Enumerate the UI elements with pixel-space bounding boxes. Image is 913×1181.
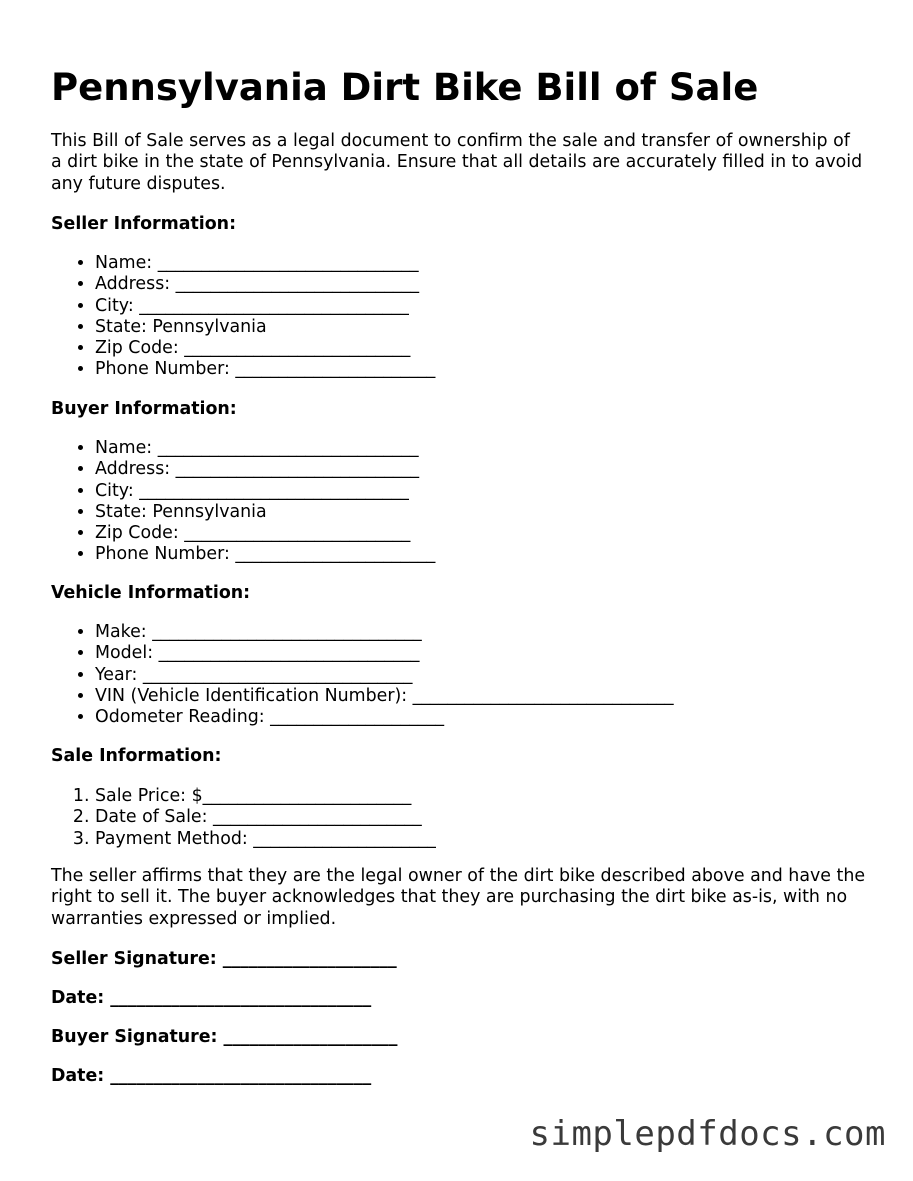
vehicle-odometer-field: • Odometer Reading: ____________________ (95, 707, 674, 728)
buyer-signature-line: Buyer Signature: ____________________ (51, 1027, 398, 1047)
buyer-zip-field: • Zip Code: __________________________ (95, 523, 435, 544)
vehicle-model-field: • Model: ______________________________ (95, 643, 674, 664)
seller-heading: Seller Information: (51, 214, 237, 234)
buyer-state-field: • State: Pennsylvania (95, 502, 435, 523)
buyer-address-field: • Address: ____________________________ (95, 459, 435, 480)
watermark-text: simplepdfdocs.com (529, 1114, 886, 1154)
buyer-fields (51, 438, 435, 566)
buyer-heading: Buyer Information: (51, 399, 237, 419)
document-title: Pennsylvania Dirt Bike Bill of Sale (51, 66, 759, 109)
buyer-date-line: Date: ______________________________ (51, 1066, 372, 1086)
seller-city-field: • City: _______________________________ (95, 296, 435, 317)
closing-paragraph: The seller affirms that they are the legal owner of the dirt bike described above and have the right to sell it. The buyer acknowledges that they are purchasing the dirt bike as-is, with no warranties expressed or implied. (51, 866, 866, 929)
buyer-phone-field: • Phone Number: _______________________ (95, 544, 435, 565)
seller-state-field: • State: Pennsylvania (95, 317, 435, 338)
vehicle-year-field: • Year: _______________________________ (95, 665, 674, 686)
payment-method-field: 3. Payment Method: _____________________ (95, 829, 436, 850)
seller-signature-line: Seller Signature: ____________________ (51, 949, 397, 969)
vehicle-heading: Vehicle Information: (51, 583, 251, 603)
seller-name-field: • Name: ______________________________ (95, 253, 435, 274)
sale-fields (51, 786, 436, 850)
sale-date-field: 2. Date of Sale: ________________________ (95, 807, 436, 828)
buyer-city-field: • City: _______________________________ (95, 481, 435, 502)
sale-price-field: 1. Sale Price: $________________________ (95, 786, 436, 807)
seller-date-line: Date: ______________________________ (51, 988, 372, 1008)
vehicle-make-field: • Make: _______________________________ (95, 622, 674, 643)
seller-address-field: • Address: ____________________________ (95, 274, 435, 295)
seller-zip-field: • Zip Code: __________________________ (95, 338, 435, 359)
vehicle-fields (51, 622, 674, 728)
sale-heading: Sale Information: (51, 746, 222, 766)
vehicle-vin-field: • VIN (Vehicle Identification Number): ______________________________ (95, 686, 674, 707)
seller-fields (51, 253, 435, 381)
buyer-name-field: • Name: ______________________________ (95, 438, 435, 459)
seller-phone-field: • Phone Number: _______________________ (95, 359, 435, 380)
intro-paragraph: This Bill of Sale serves as a legal document to confirm the sale and transfer of ownership of a dirt bike in the state of Pennsylvania. Ensure that all details are accurately filled in to avoid any future disputes. (51, 131, 863, 194)
